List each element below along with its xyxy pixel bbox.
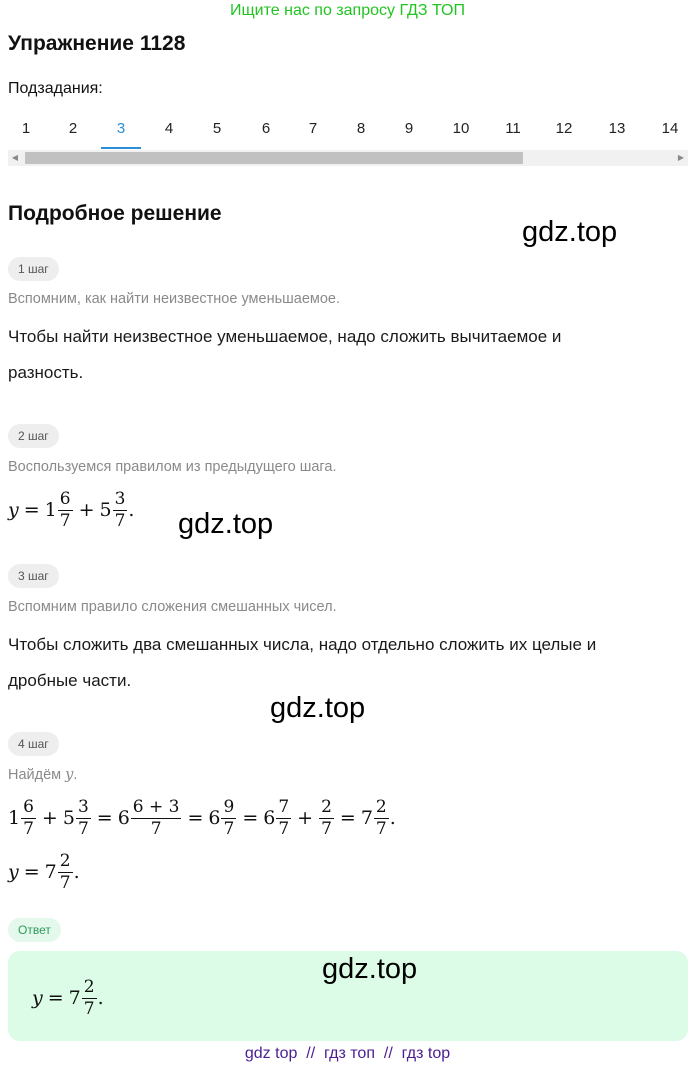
step-hint: Вспомним правило сложения смешанных чисел. — [8, 599, 337, 615]
subtask-tab-7[interactable]: 7 — [308, 120, 318, 137]
subtask-tab-14[interactable]: 14 — [661, 120, 679, 137]
step-text-line: Чтобы сложить два смешанных числа, надо отдельно сложить их целые и — [8, 635, 597, 654]
subtask-tab-5[interactable]: 5 — [212, 120, 222, 137]
step-hint-text: Найдём — [8, 767, 62, 783]
step-text-line: дробные части. — [8, 671, 132, 690]
step-hint: Вспомним, как найти неизвестное уменьшаемое. — [8, 291, 341, 307]
answer-box — [8, 951, 688, 1041]
step-badge: 3 шаг — [8, 564, 59, 588]
watermark: gdz.top — [270, 692, 366, 724]
step-hint: Воспользуемся правилом из предыдущего шага. — [8, 459, 337, 475]
subtask-tab-1[interactable]: 1 — [21, 120, 31, 137]
page-title: Упражнение 1128 — [8, 32, 186, 55]
subtask-tab-8[interactable]: 8 — [356, 120, 366, 137]
step-text-line: Чтобы найти неизвестное уменьшаемое, надо сложить вычитаемое и — [8, 327, 562, 346]
step-text-line: разность. — [8, 363, 84, 382]
watermark: gdz.top — [522, 216, 618, 248]
solution-heading: Подробное решение — [8, 202, 222, 225]
subtask-tab-12[interactable]: 12 — [555, 120, 573, 137]
subtask-tab-6[interactable]: 6 — [261, 120, 271, 137]
watermark: gdz.top — [322, 953, 418, 985]
scrollbar-thumb[interactable] — [25, 152, 523, 164]
step-badge: 4 шаг — [8, 732, 59, 756]
watermark: gdz.top — [178, 508, 274, 540]
formula-step-4: 1 $\frac{6}{7}$ + 5 $\frac{3}{7}$ = 6 $\frac{6 + 3}{7}$ = 6 $\frac{9}{7}$ = 6 $\frac{7}{7}$ + $\frac{2}{7}$ = 7 $\frac{2}{7}$ . — [8, 796, 396, 839]
subtasks-label: Подзадания: — [8, 80, 103, 97]
subtask-tab-2[interactable]: 2 — [68, 120, 78, 137]
subtask-tab-9[interactable]: 9 — [404, 120, 414, 137]
subtask-tab-13[interactable]: 13 — [608, 120, 626, 137]
subtask-tab-10[interactable]: 10 — [452, 120, 470, 137]
step-badge: 1 шаг — [8, 257, 59, 281]
answer-badge: Ответ — [8, 918, 61, 942]
formula-step-4-result: y = 7 $\frac{2}{7}$ . — [8, 850, 80, 893]
step-text — [8, 627, 668, 699]
subtask-tabs — [0, 118, 695, 150]
subtask-tab-11[interactable]: 11 — [505, 120, 521, 137]
subtask-tab-4[interactable]: 4 — [164, 120, 174, 137]
active-tab-indicator — [101, 147, 141, 149]
promo-banner: Ищите нас по запросу ГДЗ ТОП — [230, 2, 465, 19]
step-badge: 2 шаг — [8, 424, 59, 448]
step-hint: Найдём y. — [8, 767, 78, 783]
subtask-tab-3[interactable]: 3 — [116, 120, 126, 137]
scroll-left-arrow-icon[interactable]: ◀ — [11, 153, 19, 162]
scroll-right-arrow-icon[interactable]: ▶ — [677, 153, 685, 162]
step-text — [8, 319, 668, 391]
answer-formula: y = 7 $\frac{2}{7}$ . — [32, 976, 104, 1019]
footer-links: gdz top // гдз топ // гдз top — [244, 1045, 451, 1062]
horizontal-scrollbar[interactable] — [8, 150, 688, 166]
formula-step-2: y = 1 $\frac{6}{7}$ + 5 $\frac{3}{7}$ . — [8, 488, 135, 531]
